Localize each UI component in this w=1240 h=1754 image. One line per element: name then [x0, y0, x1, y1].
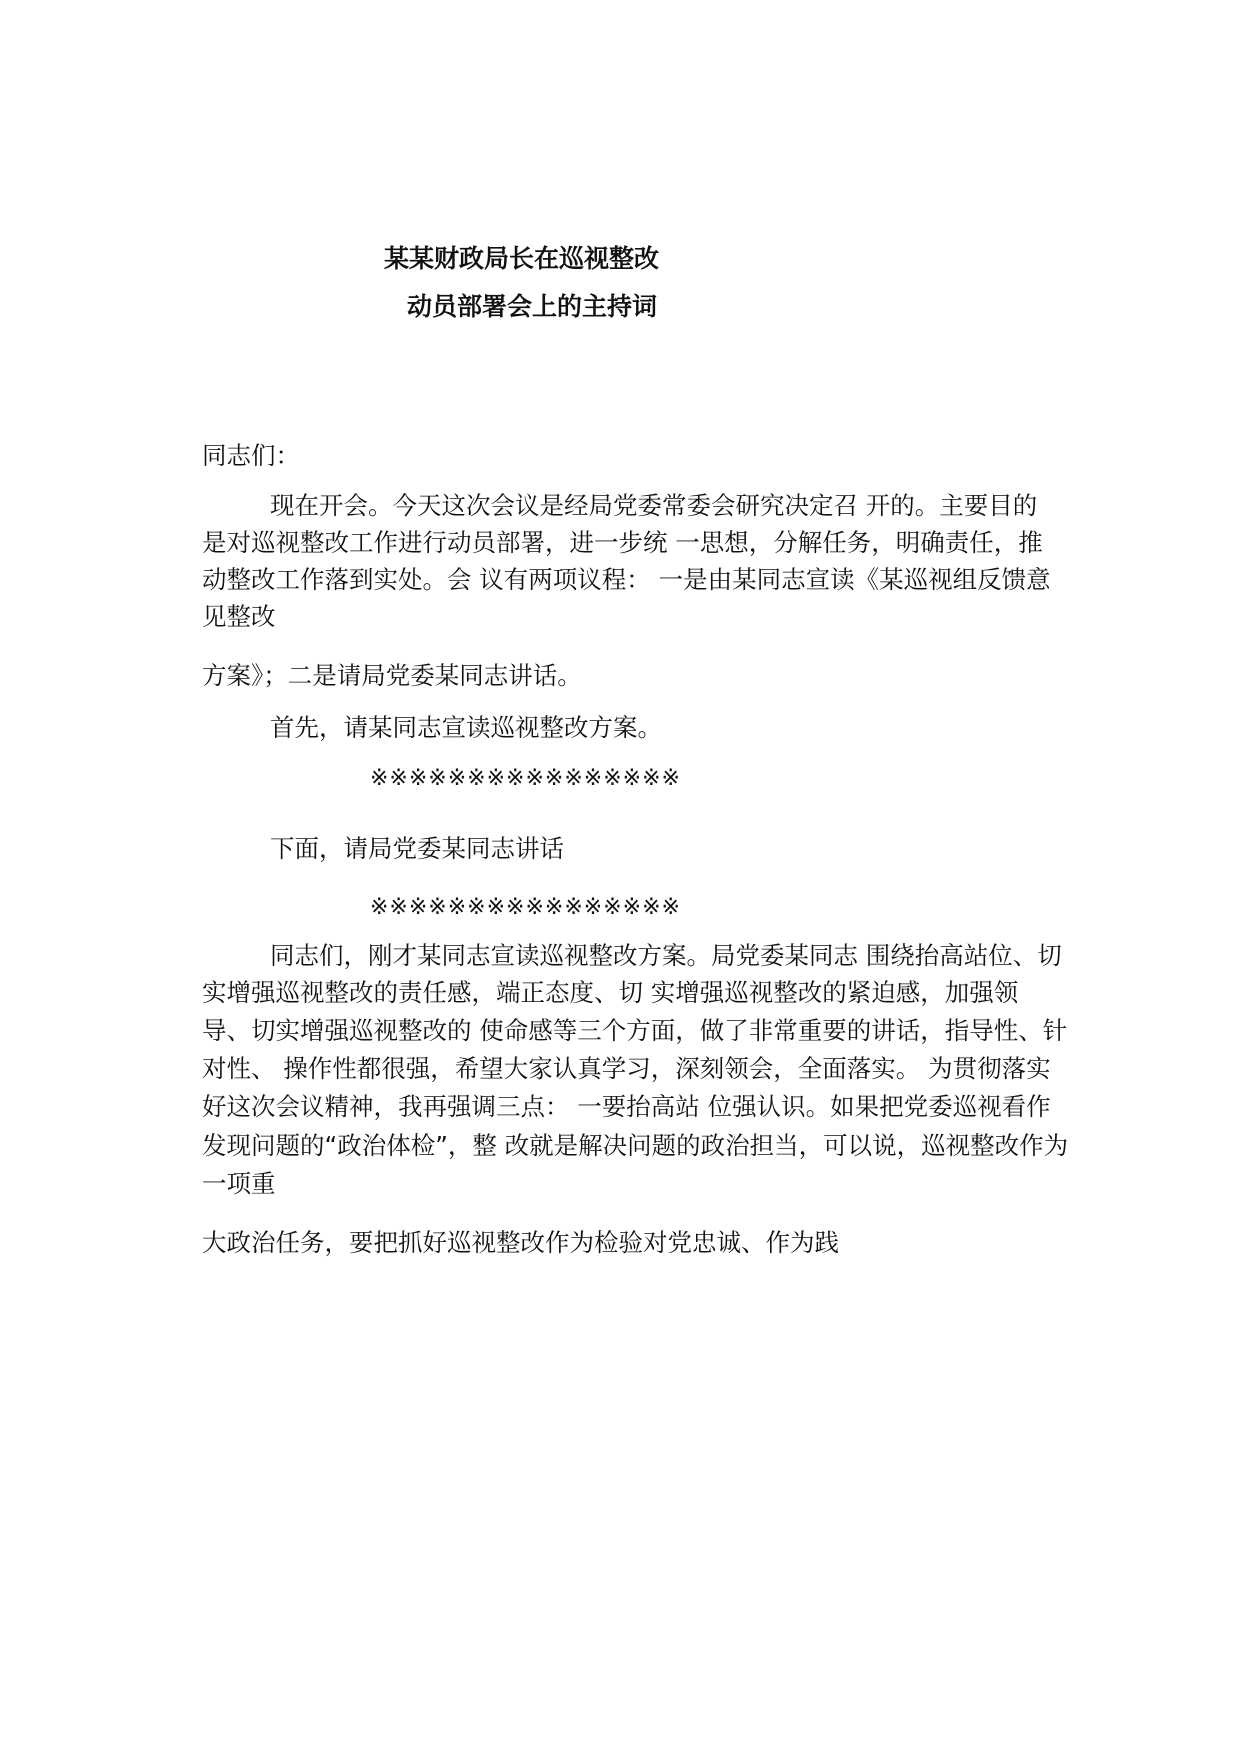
paragraph-1-line-1: 现在开会。今天这次会议是经局党委常委会研究决定召 开的。主要目的 — [270, 491, 1038, 520]
paragraph-1-line-3: 动整改工作落到实处。会 议有两项议程： 一是由某同志宣读《某巡视组反馈意 — [202, 565, 1051, 594]
separator-symbols-2: ※※※※※※※※※※※※※※※※ — [370, 895, 681, 920]
paragraph-5-line-2: 实增强巡视整改的责任感，端正态度、切 实增强巡视整改的紧迫感，加强领 — [202, 978, 1019, 1007]
paragraph-1-line-4: 见整改 — [202, 602, 276, 631]
paragraph-5-line-1: 同志们，刚才某同志宣读巡视整改方案。局党委某同志 围绕抬高站位、切 — [270, 941, 1062, 970]
paragraph-5-line-5: 好这次会议精神，我再强调三点： 一要抬高站 位强认识。如果把党委巡视看作 — [202, 1092, 1051, 1121]
salutation: 同志们： — [202, 441, 300, 470]
paragraph-5-line-3: 导、切实增强巡视整改的 使命感等三个方面，做了非常重要的讲话，指导性、针 — [202, 1016, 1068, 1045]
paragraph-5-line-6: 发现问题的“政治体检”，整 改就是解决问题的政治担当，可以说，巡视整改作为 — [202, 1131, 1069, 1160]
paragraph-4: 下面，请局党委某同志讲话 — [270, 834, 564, 863]
paragraph-3: 首先，请某同志宣读巡视整改方案。 — [270, 713, 662, 742]
document-title-line-1: 某某财政局长在巡视整改 — [384, 244, 660, 273]
document-title-line-2: 动员部署会上的主持词 — [407, 292, 658, 321]
paragraph-2-line-1: 方案》；二是请局党委某同志讲话。 — [202, 661, 582, 690]
paragraph-5-line-7: 一项重 — [202, 1169, 276, 1198]
paragraph-6-line-1: 大政治任务，要把抓好巡视整改作为检验对党忠诚、作为践 — [202, 1228, 839, 1257]
paragraph-5-line-4: 对性、 操作性都很强，希望大家认真学习，深刻领会，全面落实。 为贯彻落实 — [202, 1054, 1051, 1083]
paragraph-1-line-2: 是对巡视整改工作进行动员部署，进一步统 一思想，分解任务，明确责任，推 — [202, 528, 1043, 557]
separator-symbols-1: ※※※※※※※※※※※※※※※※ — [370, 766, 681, 791]
